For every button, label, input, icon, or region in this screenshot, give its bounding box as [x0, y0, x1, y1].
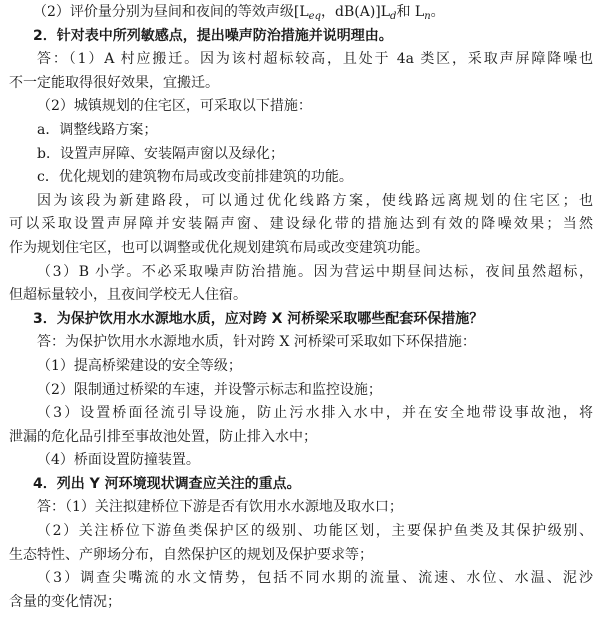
answer-4-line: 生态特性、产卵场分布，自然保护区的规划及保护要求等；	[9, 546, 373, 563]
eval-and-text: 和 L	[396, 4, 425, 20]
ld-subscript: d	[390, 11, 397, 22]
answer-2-line: 但超标量较小，且夜间学校无人住宿。	[9, 287, 247, 304]
answer-3-list-item: （1）提高桥梁建设的安全等级；	[37, 357, 242, 374]
ln-subscript: n	[424, 11, 431, 22]
answer-3-list-item: 泄漏的危化品引排至事故池处置，防止排入水中；	[9, 428, 317, 445]
answer-2-reason-line: 因为该段为新建路段，可以通过优化线路方案，使线路远离规划的住宅区；也	[37, 192, 593, 209]
answer-2-list-item: b．设置声屏障、安装隔声窗以及绿化；	[37, 145, 284, 162]
answer-3-line: 答：为保护饮用水水源地水质，针对跨 X 河桥梁可采取如下环保措施：	[37, 334, 476, 351]
eval-text: （2）评价量分别为昼间和夜间的等效声级[L	[33, 4, 309, 20]
question-3-heading: 3．为保护饮用水水源地水质，应对跨 X 河桥梁采取哪些配套环保措施？	[33, 310, 484, 327]
question-2-heading: 2．针对表中所列敏感点，提出噪声防治措施并说明理由。	[33, 27, 393, 44]
answer-4-line: 含量的变化情况；	[9, 593, 121, 610]
leq-subscript: eq	[308, 11, 321, 22]
answer-2-line: （3）B 小学。不必采取噪声防治措施。因为营运中期昼间达标，夜间虽然超标，	[37, 263, 593, 280]
answer-4-line: （3）调查尖嘴流的水文情势，包括不同水期的流量、流速、水位、水温、泥沙	[37, 570, 593, 587]
answer-2-list-item: a．调整线路方案；	[37, 121, 158, 138]
answer-4-line: 答：（1）关注拟建桥位下游是否有饮用水水源地及取水口；	[37, 499, 403, 516]
eval-unit-text: ，dB(A)]L	[321, 4, 391, 20]
answer-2-line: 答：（1）A 村应搬迁。因为该村超标较高，且处于 4a 类区，采取声屏障降噪也	[37, 51, 593, 68]
answer-4-line: （2）关注桥位下游鱼类保护区的级别、功能区划，主要保护鱼类及其保护级别、	[37, 523, 593, 540]
eval-line	[9, 1, 593, 25]
question-4-heading: 4．列出 Y 河环境现状调查应关注的重点。	[33, 475, 301, 492]
answer-2-reason-line: 可以采取设置声屏障并安装隔声窗、建设绿化带的措施达到有效的降噪效果；当然	[9, 216, 593, 233]
answer-2-reason-line: 作为规划住宅区，也可以调整或优化规划建筑布局或改变建筑功能。	[9, 239, 429, 256]
answer-2-line: （2）城镇规划的住宅区，可采取以下措施：	[37, 98, 312, 115]
answer-3-list-item: （4）桥面设置防撞装置。	[37, 452, 200, 469]
answer-3-list-item: （2）限制通过桥梁的车速，并设警示标志和监控设施；	[37, 381, 382, 398]
answer-3-list-item: （3）设置桥面径流引导设施，防止污水排入水中，并在安全地带设事故池，将	[37, 405, 593, 422]
answer-2-list-item: c．优化规划的建筑物布局或改变前排建筑的功能。	[37, 169, 353, 186]
eval-period: 。	[430, 4, 445, 20]
answer-2-line: 不一定能取得很好效果，宜搬迁。	[9, 74, 219, 91]
